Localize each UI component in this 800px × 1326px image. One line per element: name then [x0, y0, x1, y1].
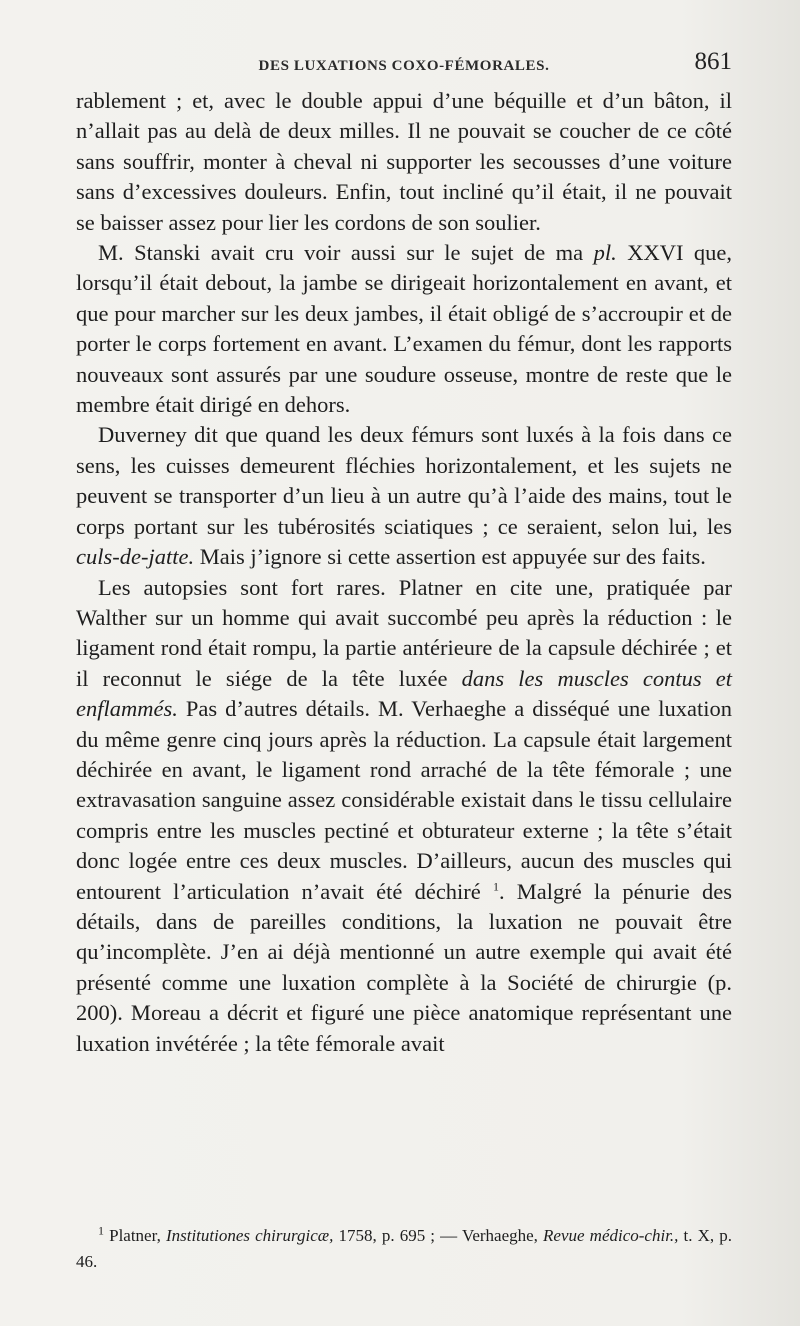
text-run: 1758, p. 695 ; — Verhaeghe,	[333, 1226, 544, 1245]
paragraph	[76, 420, 732, 572]
text-run: Pas d’autres détails. M. Verhaeghe a disséqué une luxation du même genre cinq jours après la réduction. La capsule était largement déchirée en avant, le ligament rond arraché de la tête fémorale ; une extravasation sanguine assez considérable existait dans le tissu cellulaire compris entre les muscles pectiné et obturateur externe ; la tête s’était donc logée entre ces deux muscles. D’ailleurs, aucun des muscles qui entourent l’articulation n’avait été déchiré	[76, 696, 732, 904]
text-run: t. X, p. 46.	[76, 1226, 733, 1271]
text-run: M. Stanski avait cru voir aussi sur le sujet de ma	[98, 240, 594, 266]
body-text	[76, 86, 732, 1059]
footnote-marker: 1	[492, 879, 499, 894]
footnote-marker: 1	[98, 1223, 104, 1238]
italic-text: Institutiones chirurgicæ,	[165, 1226, 334, 1245]
page-number: 861	[694, 48, 732, 75]
footnote	[76, 1223, 732, 1275]
paragraph	[76, 573, 732, 1060]
text-run: XXVI que, lorsqu’il était debout, la jambe se dirigeait horizontalement en avant, et que pour marcher sur les deux jambes, il était obligé de s’accroupir et de porter le corps fortement en avant. L’examen du fémur, dont les rapports nouveaux sont assurés par une soudure osseuse, montre de reste que le membre était dirigé en dehors.	[76, 240, 733, 418]
footnotes	[76, 1223, 732, 1275]
italic-text: pl.	[593, 240, 617, 266]
paragraph	[76, 238, 732, 420]
text-run: rablement ; et, avec le double appui d’une béquille et d’un bâton, il n’allait pas au delà de deux milles. Il ne pouvait se coucher de ce côté sans souffrir, monter à cheval ni supporter les secousses d’une voiture sans d’excessives douleurs. Enfin, tout incliné qu’il était, il ne pouvait se baisser assez pour lier les cordons de son soulier.	[76, 88, 732, 235]
text-run: Duverney dit que quand les deux fémurs sont luxés à la fois dans ce sens, les cuisses demeurent fléchies horizontalement, et les sujets ne peuvent se transporter d’un lieu à un autre qu’à l’aide des mains, tout le corps portant sur les tubérosités sciatiques ; ce seraient, selon lui, les	[76, 422, 732, 539]
text-run: . Malgré la pénurie des détails, dans de pareilles conditions, la luxation ne pouvait être qu’incomplète. J’en ai déjà mentionné un autre exemple qui avait été présenté comme une luxation complète à la Société de chirurgie (p. 200). Moreau a décrit et figuré une pièce anatomique représentant une luxation invétérée ; la tête fémorale avait	[76, 878, 733, 1056]
running-head	[76, 46, 732, 82]
text-run: Platner,	[104, 1226, 166, 1245]
paragraph	[76, 86, 732, 238]
italic-text: dans les muscles contus et enflammés.	[76, 665, 732, 722]
italic-text: Revue médico-chir.,	[543, 1226, 679, 1245]
running-title: DES LUXATIONS COXO-FÉMORALES.	[258, 58, 550, 74]
text-run: Les autopsies sont fort rares. Platner en cite une, pratiquée par Walther sur un homme qui avait succombé peu après la réduction : le ligament rond était rompu, la partie antérieure de la capsule déchirée ; et il reconnut le siége de la tête luxée	[76, 574, 732, 691]
text-run: Mais j’ignore si cette assertion est appuyée sur des faits.	[194, 544, 706, 570]
italic-text: culs-de-jatte.	[76, 544, 195, 570]
